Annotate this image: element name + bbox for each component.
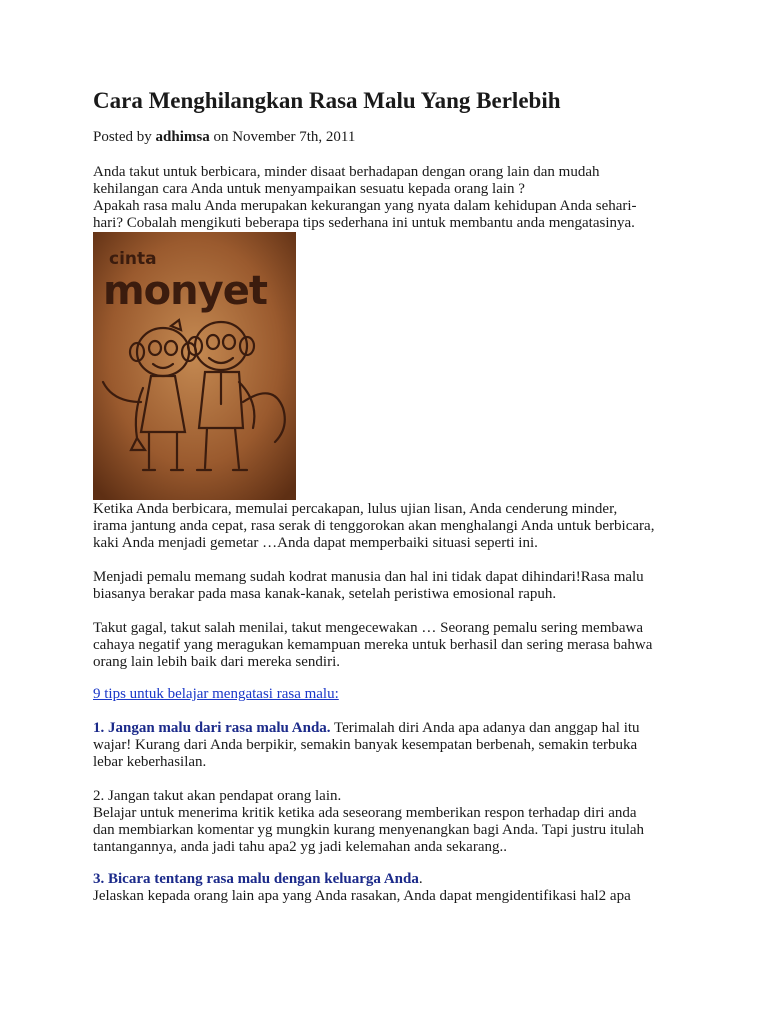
text-line: dan membiarkan komentar yg mungkin kurang menyenangkan bagi Anda. Tapi justru itulah xyxy=(93,822,645,838)
text-line: Apakah rasa malu Anda merupakan kekurangan yang nyata dalam kehidupan Anda sehari- xyxy=(93,198,637,214)
byline-date: on November 7th, 2011 xyxy=(213,129,356,145)
text-line: Jelaskan kepada orang lain apa yang Anda rasakan, Anda dapat mengidentifikasi hal2 apa xyxy=(93,888,631,904)
text-line: lebar keberhasilan. xyxy=(93,754,207,770)
nature-paragraph xyxy=(93,569,683,603)
tip-1-heading: 1. Jangan malu dari rasa malu Anda. xyxy=(93,720,331,736)
text-line: Anda takut untuk berbicara, minder disaat berhadapan dengan orang lain dan mudah xyxy=(93,164,600,180)
text-line: kehilangan cara Anda untuk menyampaikan sesuatu kepada orang lain ? xyxy=(93,181,525,197)
tip-1-paragraph xyxy=(93,720,683,771)
tips-link-paragraph xyxy=(93,686,683,703)
tips-link[interactable]: 9 tips untuk belajar mengatasi rasa malu: xyxy=(93,686,339,702)
text-line: orang lain lebih baik dari mereka sendiri. xyxy=(93,654,340,670)
text-line: Menjadi pemalu memang sudah kodrat manusia dan hal ini tidak dapat dihindari!Rasa malu xyxy=(93,569,644,585)
text-line: tantangannya, anda jadi tahu apa2 yg jadi kelemahan anda sekarang.. xyxy=(93,839,507,855)
tip-3-heading-end: . xyxy=(418,871,423,887)
article-title: Cara Menghilangkan Rasa Malu Yang Berlebih xyxy=(93,88,561,113)
byline-author: adhimsa xyxy=(155,129,210,145)
text-line: hari? Cobalah mengikuti beberapa tips sederhana ini untuk membantu anda mengatasinya. xyxy=(93,215,635,231)
text-line: 2. Jangan takut akan pendapat orang lain. xyxy=(93,788,342,804)
logo-word-large: monyet xyxy=(103,268,267,314)
text-line: Ketika Anda berbicara, memulai percakapan, lulus ujian lisan, Anda cenderung minder, xyxy=(93,501,618,517)
text-line: kaki Anda menjadi gemetar …Anda dapat memperbaiki situasi seperti ini. xyxy=(93,535,538,551)
tip-3-heading: 3. Bicara tentang rasa malu dengan keluarga Anda xyxy=(93,871,419,887)
fear-paragraph xyxy=(93,620,683,671)
text-line: cahaya negatif yang meragukan kemampuan mereka untuk berhasil dan sering merasa bahwa xyxy=(93,637,653,653)
text-line: biasanya berakar pada masa kanak-kanak, setelah peristiwa emosional rapuh. xyxy=(93,586,557,602)
text-line xyxy=(93,720,683,737)
tip-1-text: Terimalah diri Anda apa adanya dan anggap hal itu xyxy=(330,720,640,736)
byline-prefix: Posted by xyxy=(93,129,152,145)
text-line xyxy=(93,871,683,888)
text-line: irama jantung anda cepat, rasa serak di tenggorokan akan menghalangi Anda untuk berbicara, xyxy=(93,518,655,534)
intro-paragraph xyxy=(93,164,683,232)
logo-word-small: cinta xyxy=(109,249,157,269)
speaking-paragraph xyxy=(93,501,683,552)
tip-3-paragraph xyxy=(93,871,683,905)
text-line: Takut gagal, takut salah menilai, takut mengecewakan … Seorang pemalu sering membawa xyxy=(93,620,644,636)
text-line: wajar! Kurang dari Anda berpikir, semakin banyak kesempatan berbenah, semakin terbuka xyxy=(93,737,638,753)
cinta-monyet-illustration xyxy=(93,232,296,500)
text-line: Belajar untuk menerima kritik ketika ada seseorang memberikan respon terhadap diri anda xyxy=(93,805,637,821)
tip-2-paragraph xyxy=(93,788,683,856)
article-byline xyxy=(93,128,355,146)
